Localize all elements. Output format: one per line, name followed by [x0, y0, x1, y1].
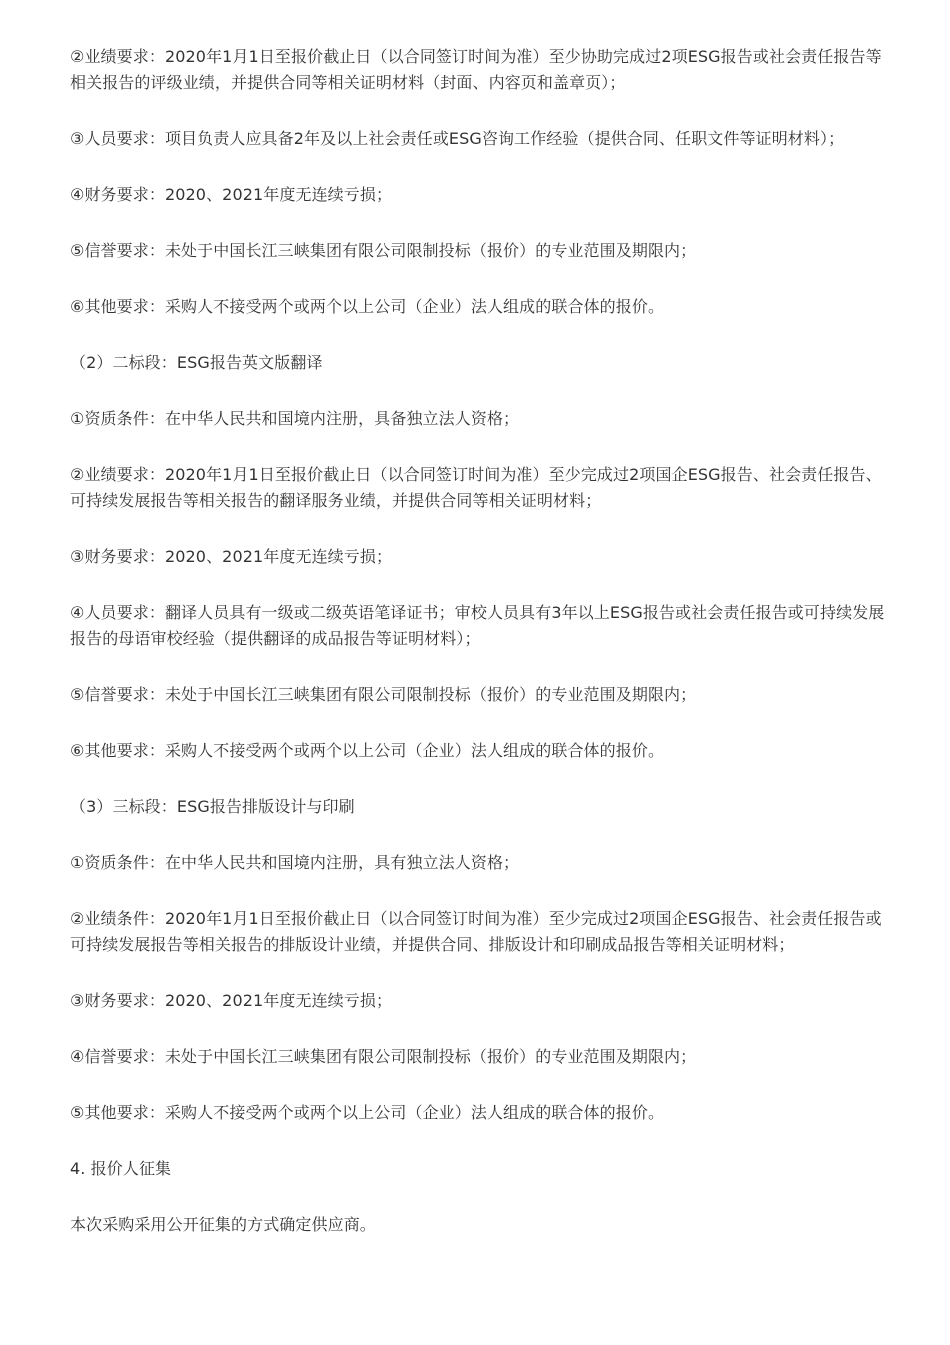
paragraph-tier1-other: ⑥其他要求：采购人不接受两个或两个以上公司（企业）法人组成的联合体的报价。	[70, 297, 665, 316]
paragraph-tier1-performance: ②业绩要求：2020年1月1日至报价截止日（以合同签订时间为准）至少协助完成过2项ESG报告或社会责任报告等相关报告的评级业绩，并提供合同等相关证明材料（封面、内容页和盖章页）；	[70, 47, 882, 92]
paragraph-tier2-performance: ②业绩要求：2020年1月1日至报价截止日（以合同签订时间为准）至少完成过2项国企ESG报告、社会责任报告、可持续发展报告等相关报告的翻译服务业绩，并提供合同等相关证明材料；	[70, 465, 882, 510]
paragraph-tier2-other: ⑥其他要求：采购人不接受两个或两个以上公司（企业）法人组成的联合体的报价。	[70, 741, 665, 760]
section-heading-tier2: （2）二标段：ESG报告英文版翻译	[70, 353, 323, 372]
paragraph-tier1-personnel: ③人员要求：项目负责人应具备2年及以上社会责任或ESG咨询工作经验（提供合同、任职文件等证明材料）；	[70, 129, 845, 148]
paragraph-tier3-performance: ②业绩条件：2020年1月1日至报价截止日（以合同签订时间为准）至少完成过2项国企ESG报告、社会责任报告或可持续发展报告等相关报告的排版设计业绩，并提供合同、排版设计和印刷成品报告等相关证明材料；	[70, 909, 882, 954]
paragraph-tier1-credibility: ⑤信誉要求：未处于中国长江三峡集团有限公司限制投标（报价）的专业范围及期限内；	[70, 241, 697, 260]
document-body	[70, 44, 885, 1268]
section-heading-bidder-collection: 4. 报价人征集	[70, 1159, 172, 1178]
paragraph-tier2-finance: ③财务要求：2020、2021年度无连续亏损；	[70, 547, 393, 566]
paragraph-tier3-finance: ③财务要求：2020、2021年度无连续亏损；	[70, 991, 393, 1010]
section-heading-tier3: （3）三标段：ESG报告排版设计与印刷	[70, 797, 355, 816]
paragraph-tier2-personnel: ④人员要求：翻译人员具有一级或二级英语笔译证书；审校人员具有3年以上ESG报告或社会责任报告或可持续发展报告的母语审校经验（提供翻译的成品报告等证明材料）；	[70, 603, 885, 648]
paragraph-tier2-qualification: ①资质条件：在中华人民共和国境内注册，具备独立法人资格；	[70, 409, 520, 428]
paragraph-tier3-credibility: ④信誉要求：未处于中国长江三峡集团有限公司限制投标（报价）的专业范围及期限内；	[70, 1047, 697, 1066]
paragraph-tier1-finance: ④财务要求：2020、2021年度无连续亏损；	[70, 185, 393, 204]
paragraph-tier3-other: ⑤其他要求：采购人不接受两个或两个以上公司（企业）法人组成的联合体的报价。	[70, 1103, 665, 1122]
paragraph-procurement-method: 本次采购采用公开征集的方式确定供应商。	[70, 1215, 376, 1234]
paragraph-tier2-credibility: ⑤信誉要求：未处于中国长江三峡集团有限公司限制投标（报价）的专业范围及期限内；	[70, 685, 697, 704]
paragraph-tier3-qualification: ①资质条件：在中华人民共和国境内注册，具有独立法人资格；	[70, 853, 520, 872]
